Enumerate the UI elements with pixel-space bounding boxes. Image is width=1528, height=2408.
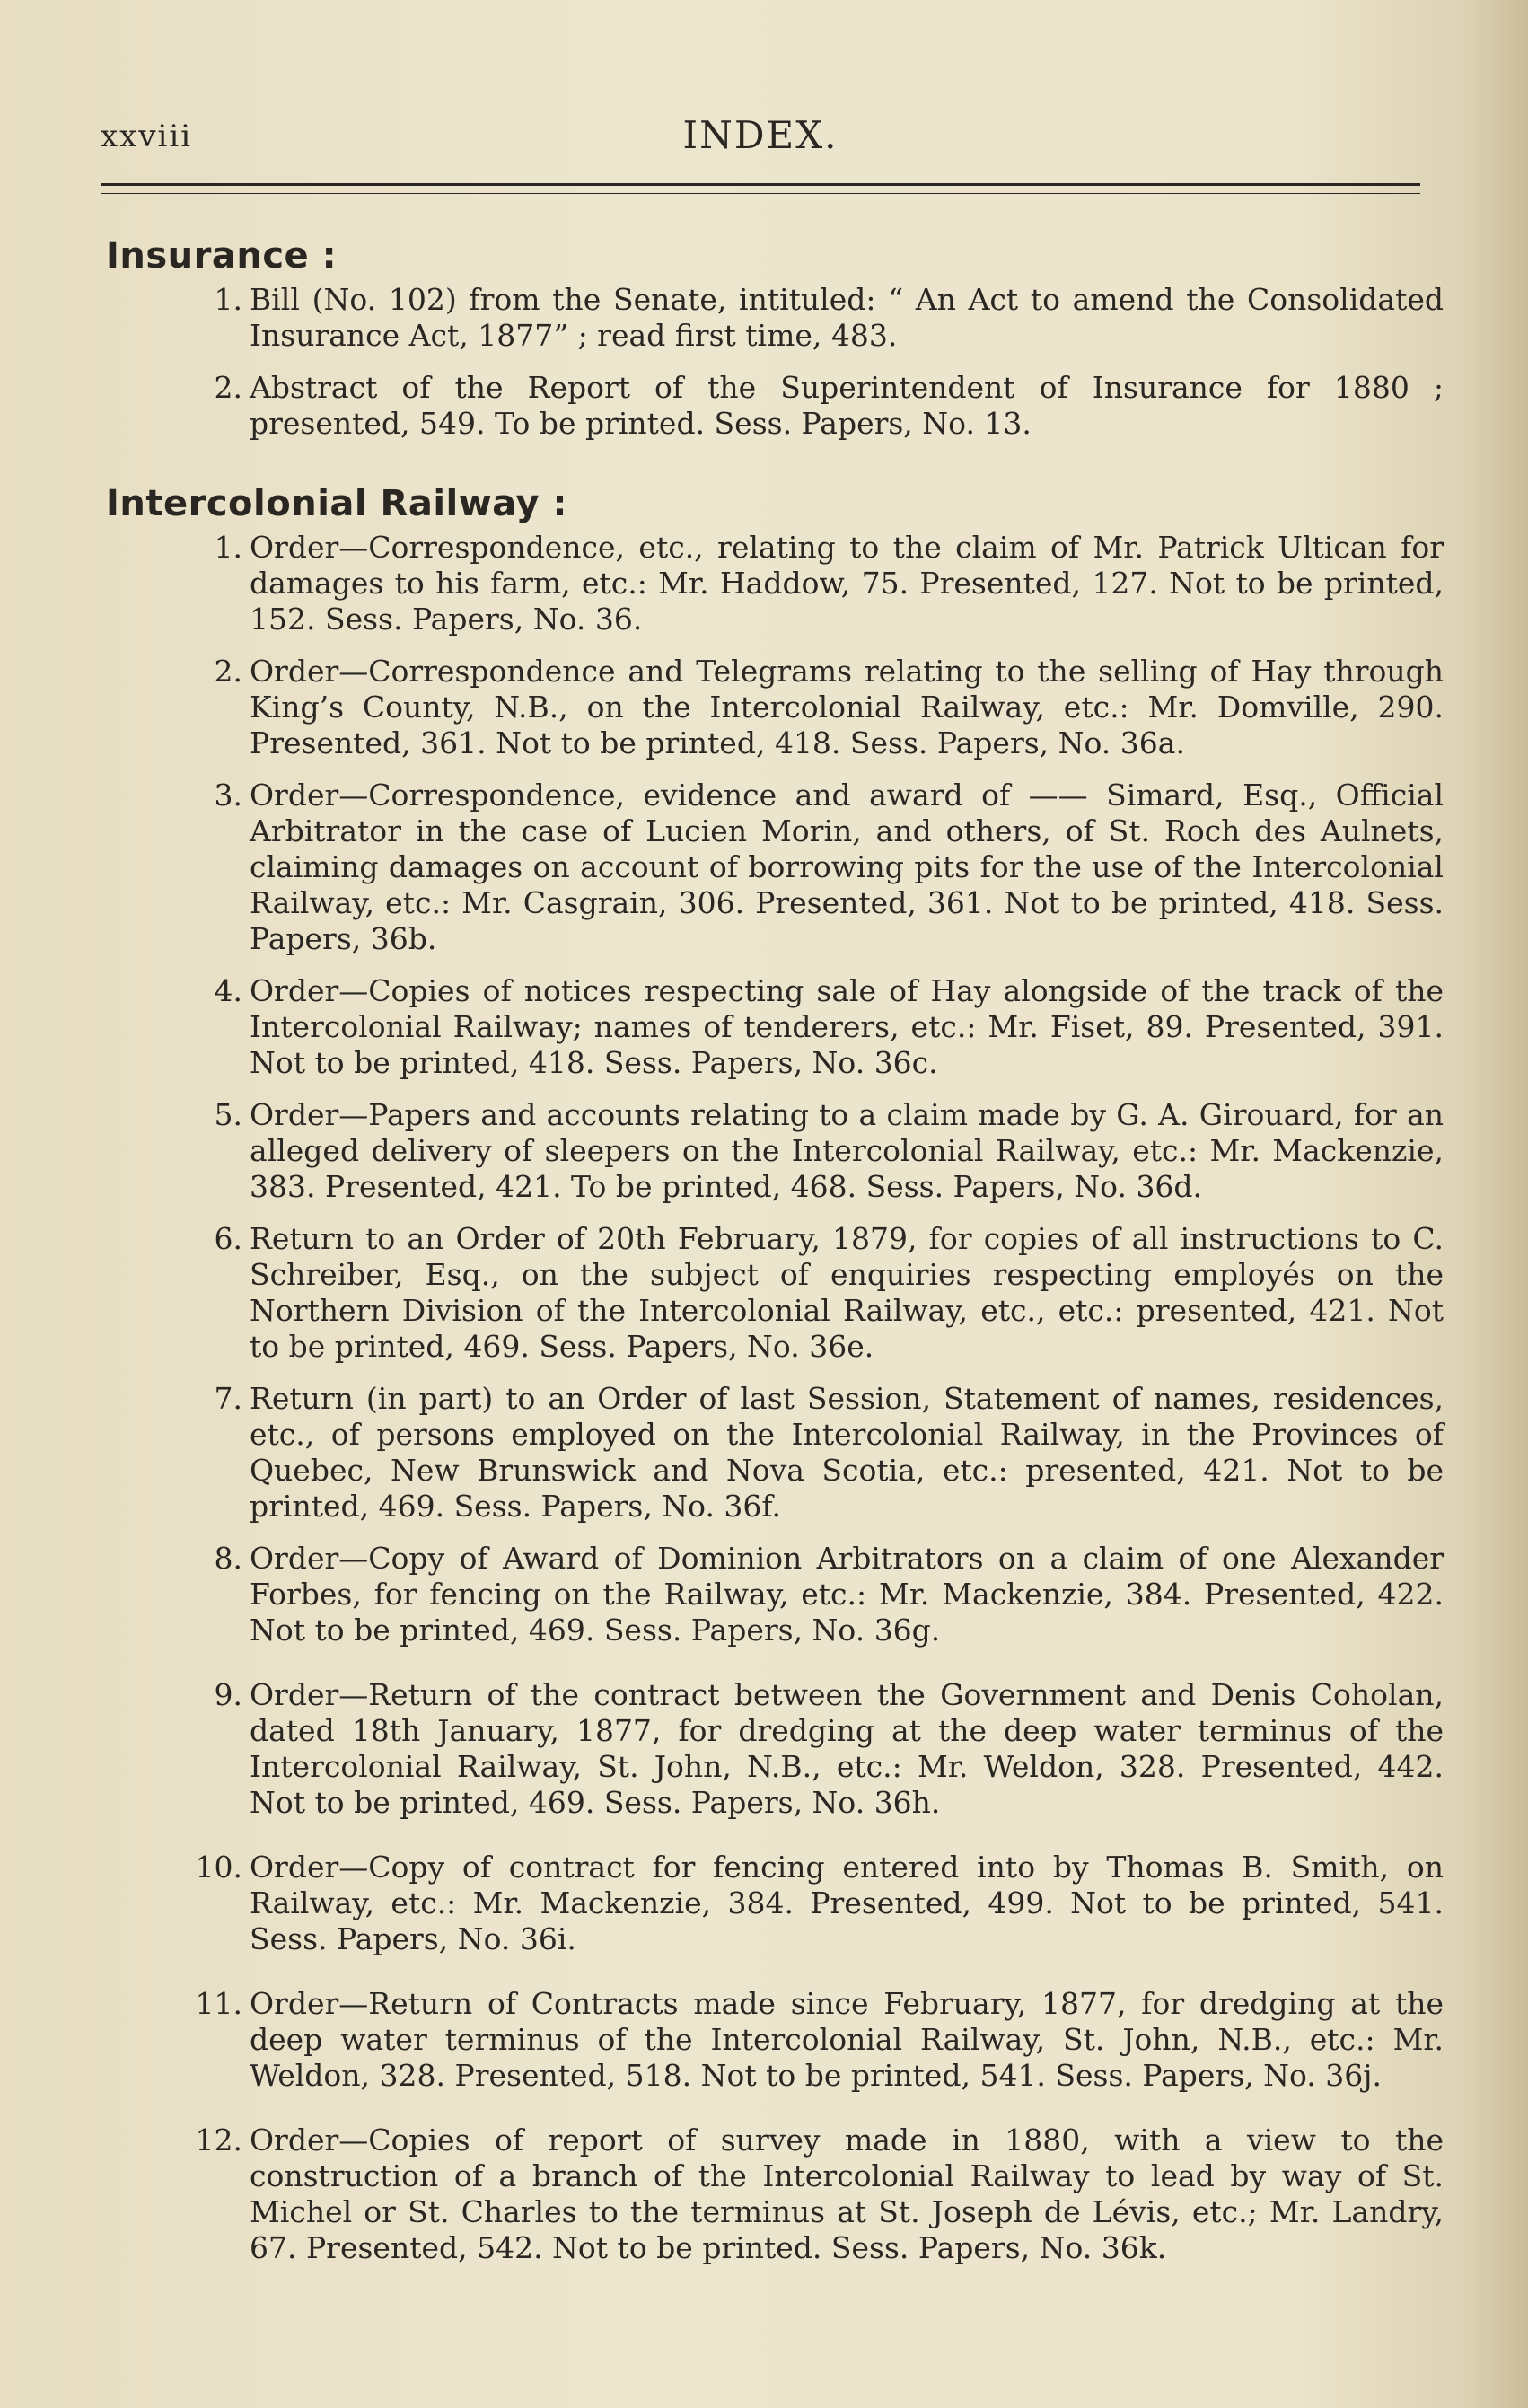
entry-text: Order—Correspondence, etc., relating to the claim of Mr. Patrick Ultican for damages to his farm, etc.: Mr. Haddow, 75. Presented, 127. Not to be printed, 152. Sess. Papers, No. 36. xyxy=(250,530,1444,637)
entry-number: 2. xyxy=(214,370,242,405)
list-item xyxy=(106,1221,1444,1365)
page-number: xxviii xyxy=(101,119,193,154)
entry-number: 9. xyxy=(214,1677,242,1712)
entry-number: 8. xyxy=(214,1541,242,1576)
entry-number: 1. xyxy=(214,282,242,317)
section-title-intercolonial-railway: Intercolonial Railway : xyxy=(106,483,567,524)
running-title: INDEX. xyxy=(682,113,839,157)
list-item xyxy=(106,778,1444,957)
entry-text: Order—Copy of Award of Dominion Arbitrators on a claim of one Alexander Forbes, for fencing on the Railway, etc.: Mr. Mackenzie, 384. Presented, 422. Not to be printed, 469. Sess. Papers, No. 36g. xyxy=(250,1541,1444,1648)
entry-text: Order—Return of Contracts made since February, 1877, for dredging at the deep water terminus of the Intercolonial Railway, St. John, N.B., etc.: Mr. Weldon, 328. Presented, 518. Not to be printed, 541. Sess. Papers, No. 36j. xyxy=(250,1986,1444,2093)
list-item xyxy=(106,1850,1444,1957)
list-item xyxy=(106,1381,1444,1525)
entry-text: Return (in part) to an Order of last Session, Statement of names, residences, etc., of persons employed on the Intercolonial Railway, in the Provinces of Quebec, New Brunswick and Nova Scotia, etc.: presented, 421. Not to be printed, 469. Sess. Papers, No. 36f. xyxy=(250,1381,1444,1524)
list-item xyxy=(106,1677,1444,1821)
entry-number: 7. xyxy=(214,1381,242,1416)
header-rule-thick xyxy=(101,183,1420,186)
entry-text: Order—Copies of notices respecting sale of Hay alongside of the track of the Intercolonial Railway; names of tenderers, etc.: Mr. Fiset, 89. Presented, 391. Not to be printed, 418. Sess. Papers, No. 36c. xyxy=(250,973,1444,1080)
entry-number: 4. xyxy=(214,973,242,1008)
entry-number: 3. xyxy=(214,778,242,813)
list-item xyxy=(106,973,1444,1081)
list-item xyxy=(106,2122,1444,2266)
entry-number: 5. xyxy=(214,1097,242,1132)
list-item xyxy=(106,654,1444,761)
list-item xyxy=(106,1541,1444,1648)
entry-text: Bill (No. 102) from the Senate, intituled: “ An Act to amend the Consolidated Insurance Act, 1877” ; read first time, 483. xyxy=(250,282,1444,353)
entry-number: 10. xyxy=(195,1850,242,1885)
list-item xyxy=(106,282,1444,354)
page-header xyxy=(101,110,1420,163)
entry-text: Order—Papers and accounts relating to a claim made by G. A. Girouard, for an alleged delivery of sleepers on the Intercolonial Railway, etc.: Mr. Mackenzie, 383. Presented, 421. To be printed, 468. Sess. Papers, No. 36d. xyxy=(250,1097,1444,1204)
entry-text: Return to an Order of 20th February, 1879, for copies of all instructions to C. Schreiber, Esq., on the subject of enquiries respecting employés on the Northern Division of the Intercolonial Railway, etc., etc.: presented, 421. Not to be printed, 469. Sess. Papers, No. 36e. xyxy=(250,1221,1444,1364)
section-title-insurance: Insurance : xyxy=(106,235,338,277)
list-item xyxy=(106,530,1444,637)
entry-text: Order—Copy of contract for fencing entered into by Thomas B. Smith, on Railway, etc.: Mr. Mackenzie, 384. Presented, 499. Not to be printed, 541. Sess. Papers, No. 36i. xyxy=(250,1850,1444,1956)
header-rule-thin xyxy=(101,193,1420,194)
entry-text: Order—Correspondence, evidence and award of —— Simard, Esq., Official Arbitrator in the case of Lucien Morin, and others, of St. Roch des Aulnets, claiming damages on account of borrowing pits for the use of the Intercolonial Railway, etc.: Mr. Casgrain, 306. Presented, 361. Not to be printed, 418. Sess. Papers, 36b. xyxy=(250,778,1444,956)
entry-number: 2. xyxy=(214,654,242,689)
entry-number: 6. xyxy=(214,1221,242,1256)
entry-number: 12. xyxy=(195,2122,242,2158)
entry-text: Order—Copies of report of survey made in 1880, with a view to the construction of a branch of the Intercolonial Railway to lead by way of St. Michel or St. Charles to the terminus at St. Joseph de Lévis, etc.; Mr. Landry, 67. Presented, 542. Not to be printed. Sess. Papers, No. 36k. xyxy=(250,2122,1444,2265)
header-rule xyxy=(101,183,1420,194)
entry-text: Order—Return of the contract between the Government and Denis Coholan, dated 18th January, 1877, for dredging at the deep water terminus of the Intercolonial Railway, St. John, N.B., etc.: Mr. Weldon, 328. Presented, 442. Not to be printed, 469. Sess. Papers, No. 36h. xyxy=(250,1677,1444,1820)
list-item xyxy=(106,1097,1444,1205)
entry-text: Abstract of the Report of the Superintendent of Insurance for 1880 ; presented, 549. To be printed. Sess. Papers, No. 13. xyxy=(250,370,1444,441)
entry-number: 1. xyxy=(214,530,242,565)
list-item xyxy=(106,1986,1444,2094)
entry-number: 11. xyxy=(195,1986,242,2021)
railway-entries xyxy=(106,530,1444,2282)
list-item xyxy=(106,370,1444,442)
entry-text: Order—Correspondence and Telegrams relating to the selling of Hay through King’s County, N.B., on the Intercolonial Railway, etc.: Mr. Domville, 290. Presented, 361. Not to be printed, 418. Sess. Papers, No. 36a. xyxy=(250,654,1444,760)
insurance-entries xyxy=(106,282,1444,458)
